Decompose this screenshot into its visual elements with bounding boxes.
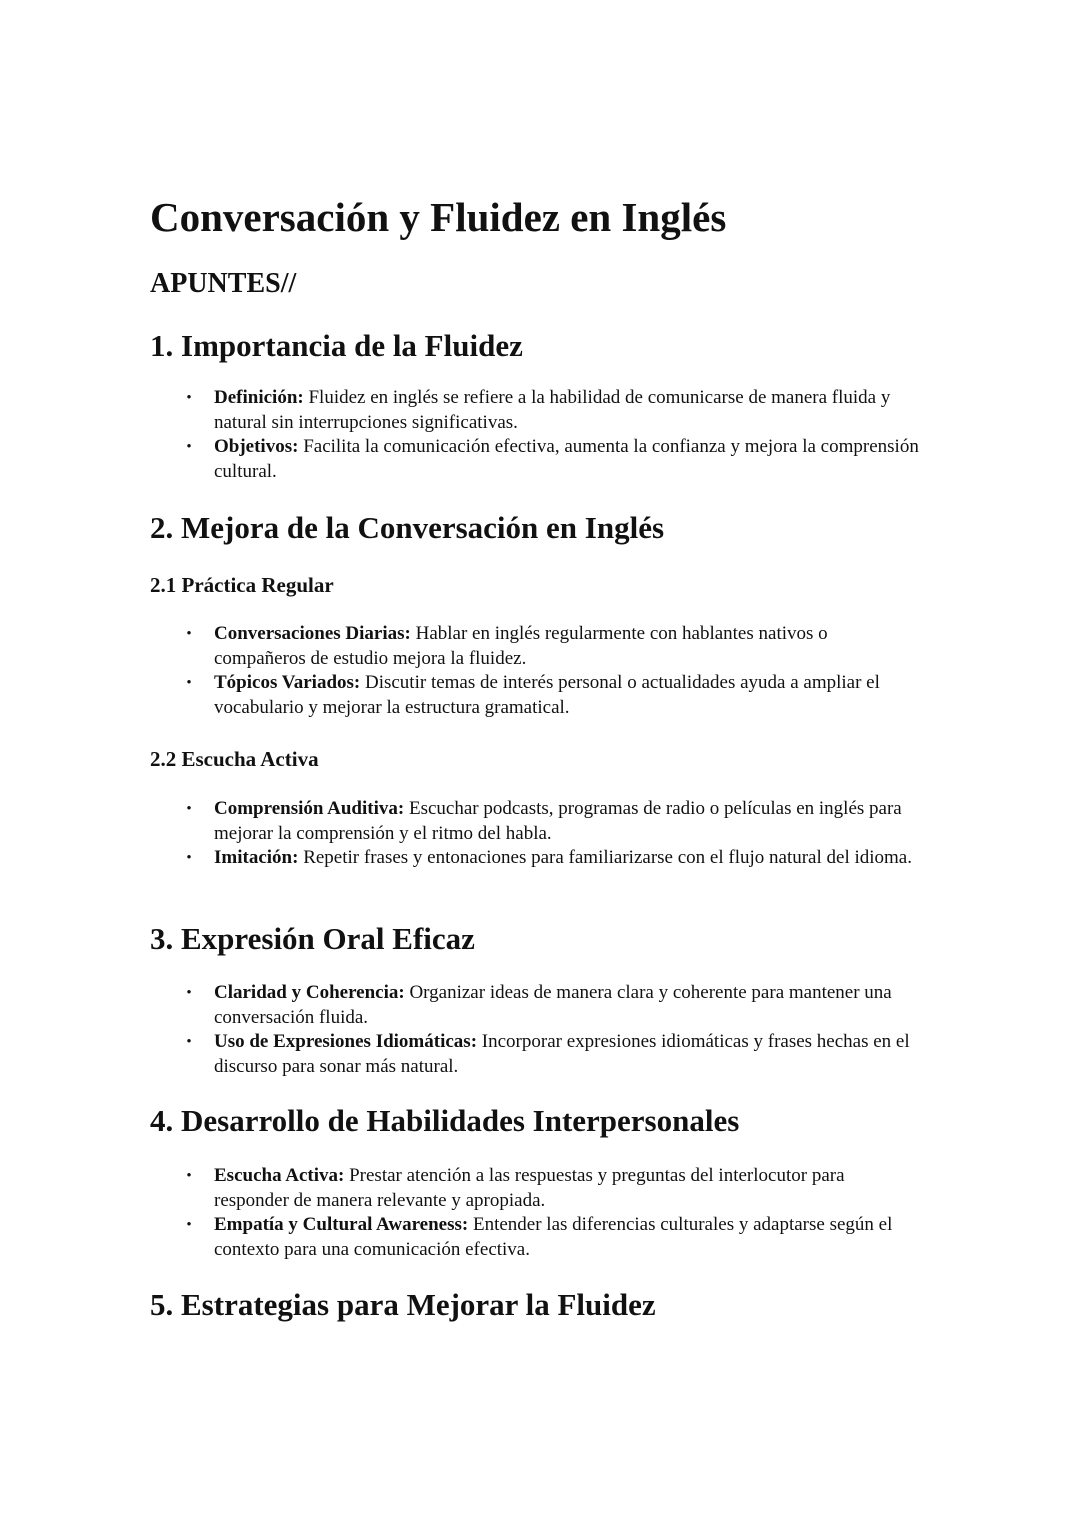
list-item — [0, 386, 924, 435]
bullet-icon: • — [186, 850, 192, 866]
section-heading: 2. Mejora de la Conversación en Inglés — [150, 510, 665, 545]
item-text: Entender las diferencias culturales y adaptarse según el contexto para una comunicación efectiva. — [214, 1214, 893, 1260]
item-term: Empatía y Cultural Awareness: — [214, 1214, 469, 1235]
list-item — [0, 797, 924, 846]
list-item — [0, 671, 924, 720]
bullet-icon: • — [186, 985, 192, 1001]
item-term: Comprensión Auditiva: — [214, 798, 405, 819]
item-term: Escucha Activa: — [214, 1165, 345, 1186]
bullet-icon: • — [186, 801, 192, 817]
item-term: Tópicos Variados: — [214, 672, 361, 693]
item-text: Prestar atención a las respuestas y preguntas del interlocutor para responder de manera relevante y apropiada. — [214, 1165, 845, 1211]
bullet-icon: • — [186, 1034, 192, 1050]
bullet-list — [0, 386, 924, 484]
document-title: Conversación y Fluidez en Inglés — [150, 194, 727, 240]
subsection-heading: 2.1 Práctica Regular — [150, 573, 334, 597]
item-text: Facilita la comunicación efectiva, aumenta la confianza y mejora la comprensión cultural. — [214, 436, 919, 482]
item-text: Incorporar expresiones idiomáticas y frases hechas en el discurso para sonar más natural. — [214, 1031, 910, 1077]
list-item — [0, 846, 924, 871]
item-text: Repetir frases y entonaciones para familiarizarse con el flujo natural del idioma. — [298, 847, 912, 868]
list-item — [0, 981, 924, 1030]
subsection-heading: 2.2 Escucha Activa — [150, 747, 319, 771]
section-heading: 3. Expresión Oral Eficaz — [150, 921, 475, 956]
bullet-icon: • — [186, 390, 192, 406]
section-heading: 4. Desarrollo de Habilidades Interpersonales — [150, 1103, 740, 1138]
item-text: Fluidez en inglés se refiere a la habilidad de comunicarse de manera fluida y natural sin interrupciones significativas. — [214, 387, 891, 433]
bullet-icon: • — [186, 1217, 192, 1233]
item-text: Discutir temas de interés personal o actualidades ayuda a ampliar el vocabulario y mejorar la estructura gramatical. — [214, 672, 880, 718]
bullet-list — [0, 797, 924, 871]
list-item — [0, 1164, 924, 1213]
section-heading: 5. Estrategias para Mejorar la Fluidez — [150, 1287, 656, 1322]
item-text: Escuchar podcasts, programas de radio o películas en inglés para mejorar la comprensión y el ritmo del habla. — [214, 798, 902, 844]
item-term: Conversaciones Diarias: — [214, 623, 411, 644]
section-heading: 1. Importancia de la Fluidez — [150, 328, 523, 363]
item-term: Imitación: — [214, 847, 299, 868]
bullet-icon: • — [186, 1168, 192, 1184]
bullet-icon: • — [186, 439, 192, 455]
bullet-list — [0, 981, 924, 1079]
item-text: Hablar en inglés regularmente con hablantes nativos o compañeros de estudio mejora la fluidez. — [214, 623, 828, 669]
list-item — [0, 1213, 924, 1262]
bullet-icon: • — [186, 675, 192, 691]
list-item — [0, 622, 924, 671]
list-item — [0, 1030, 924, 1079]
bullet-list — [0, 622, 924, 720]
item-term: Definición: — [214, 387, 304, 408]
item-term: Claridad y Coherencia: — [214, 982, 405, 1003]
item-term: Objetivos: — [214, 436, 299, 457]
list-item — [0, 435, 924, 484]
item-term: Uso de Expresiones Idiomáticas: — [214, 1031, 478, 1052]
document-subtitle: APUNTES// — [150, 268, 297, 299]
item-text: Organizar ideas de manera clara y coherente para mantener una conversación fluida. — [214, 982, 892, 1028]
bullet-icon: • — [186, 626, 192, 642]
bullet-list — [0, 1164, 924, 1262]
